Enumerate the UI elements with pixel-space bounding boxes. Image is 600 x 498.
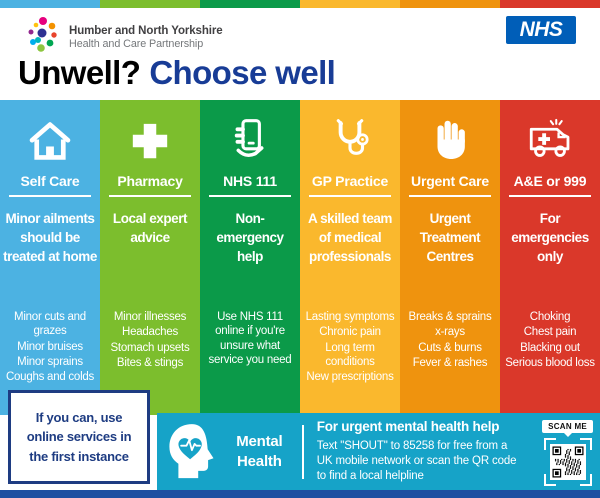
list-item: Use NHS 111 online if you're unsure what service you need xyxy=(208,311,292,366)
mental-health-head-icon xyxy=(164,421,218,483)
org-name: Humber and North Yorkshire xyxy=(69,25,223,37)
column-subtitle: Urgent Treatment Centres xyxy=(419,211,481,265)
top-color-strip xyxy=(0,0,600,8)
org-subtitle: Health and Care Partnership xyxy=(69,38,204,50)
partnership-logo xyxy=(26,16,223,59)
list-item: x-rays xyxy=(435,326,465,339)
list-item: Minor cuts and grazes xyxy=(14,311,86,338)
qr-corner-icon xyxy=(580,438,592,450)
qr-corner-icon xyxy=(544,474,556,486)
list-item: Choking xyxy=(529,311,571,323)
list-item: Minor bruises xyxy=(17,340,83,353)
raised-hand-icon xyxy=(425,110,475,172)
list-item: Chest pain xyxy=(523,326,577,339)
column-items xyxy=(400,310,500,371)
qr-corner-icon xyxy=(544,438,556,450)
column-items xyxy=(100,310,200,371)
column-title: Self Care xyxy=(20,173,80,189)
qr-frame xyxy=(546,440,590,484)
nhs-logo-text: NHS xyxy=(519,18,563,41)
qr-area xyxy=(535,420,600,484)
urgent-mental-health-body: Text "SHOUT" to 85258 for free from a UK mobile network or scan the QR code to find a local helpline xyxy=(316,439,517,483)
bottom-accent-strip xyxy=(0,490,600,498)
column-title: Urgent Care xyxy=(411,173,489,189)
column-self-care xyxy=(0,100,100,415)
list-item: Coughs and colds xyxy=(5,371,95,383)
strip-segment-ae xyxy=(500,0,600,8)
column-title: Pharmacy xyxy=(117,173,183,189)
column-ae-999 xyxy=(500,100,600,415)
service-columns xyxy=(0,100,600,415)
pharmacy-cross-icon xyxy=(125,110,175,172)
divider xyxy=(209,195,291,197)
column-title: A&E or 999 xyxy=(513,173,587,189)
urgent-mental-health-title: For urgent mental health help xyxy=(316,418,500,434)
online-services-callout xyxy=(8,390,150,484)
page-title xyxy=(18,54,335,92)
column-gp-practice xyxy=(300,100,400,415)
house-icon xyxy=(25,110,75,172)
list-item: Breaks & sprains xyxy=(408,311,492,323)
strip-segment-nhs111 xyxy=(200,0,300,8)
column-items xyxy=(500,310,600,371)
strip-segment-pharmacy xyxy=(100,0,200,8)
divider xyxy=(109,195,191,197)
nhs-logo xyxy=(506,16,576,44)
list-item: Minor sprains xyxy=(17,355,83,368)
strip-segment-self-care xyxy=(0,0,100,8)
list-item: Headaches xyxy=(122,326,178,339)
list-item: Lasting symptoms xyxy=(305,311,395,323)
ambulance-icon xyxy=(523,110,577,172)
list-item: Serious blood loss xyxy=(505,356,595,369)
column-subtitle: For emergencies only xyxy=(511,211,589,265)
page-title-black: Unwell? xyxy=(18,54,141,91)
column-items xyxy=(200,310,300,368)
divider xyxy=(409,195,491,197)
column-title: NHS 111 xyxy=(223,173,277,189)
column-items xyxy=(0,310,100,385)
list-item: Cuts & burns xyxy=(418,341,482,354)
list-item: Blacking out xyxy=(520,341,580,354)
stethoscope-icon xyxy=(325,110,375,172)
phone-in-hand-icon xyxy=(225,110,275,172)
divider xyxy=(309,195,391,197)
strip-segment-gp xyxy=(300,0,400,8)
list-item: Fever & rashes xyxy=(412,356,488,369)
list-item: Minor illnesses xyxy=(113,311,187,323)
list-item: New prescriptions xyxy=(306,371,394,383)
partnership-logo-icon xyxy=(26,16,60,59)
list-item: Long term conditions xyxy=(325,341,375,368)
list-item: Chronic pain xyxy=(319,326,381,339)
mental-health-label: Mental Health xyxy=(236,433,283,470)
mental-health-bar xyxy=(157,413,600,490)
column-subtitle: Local expert advice xyxy=(112,211,188,246)
column-urgent-care xyxy=(400,100,500,415)
column-subtitle: Non-emergency help xyxy=(216,211,284,265)
column-items xyxy=(300,310,400,385)
list-item: Stomach upsets xyxy=(110,341,190,354)
list-item: Bites & stings xyxy=(116,356,184,369)
divider xyxy=(9,195,91,197)
column-nhs-111 xyxy=(200,100,300,415)
divider xyxy=(509,195,591,197)
online-services-text: If you can, use online services in the first instance xyxy=(26,409,132,464)
column-pharmacy xyxy=(100,100,200,415)
scan-me-badge: SCAN ME xyxy=(542,420,593,433)
column-subtitle: Minor ailments should be treated at home xyxy=(3,211,97,265)
column-title: GP Practice xyxy=(311,173,389,189)
divider xyxy=(302,425,304,479)
column-subtitle: A skilled team of medical professionals xyxy=(308,211,392,265)
strip-segment-urgent xyxy=(400,0,500,8)
qr-corner-icon xyxy=(580,474,592,486)
page-title-blue: Choose well xyxy=(149,54,336,91)
